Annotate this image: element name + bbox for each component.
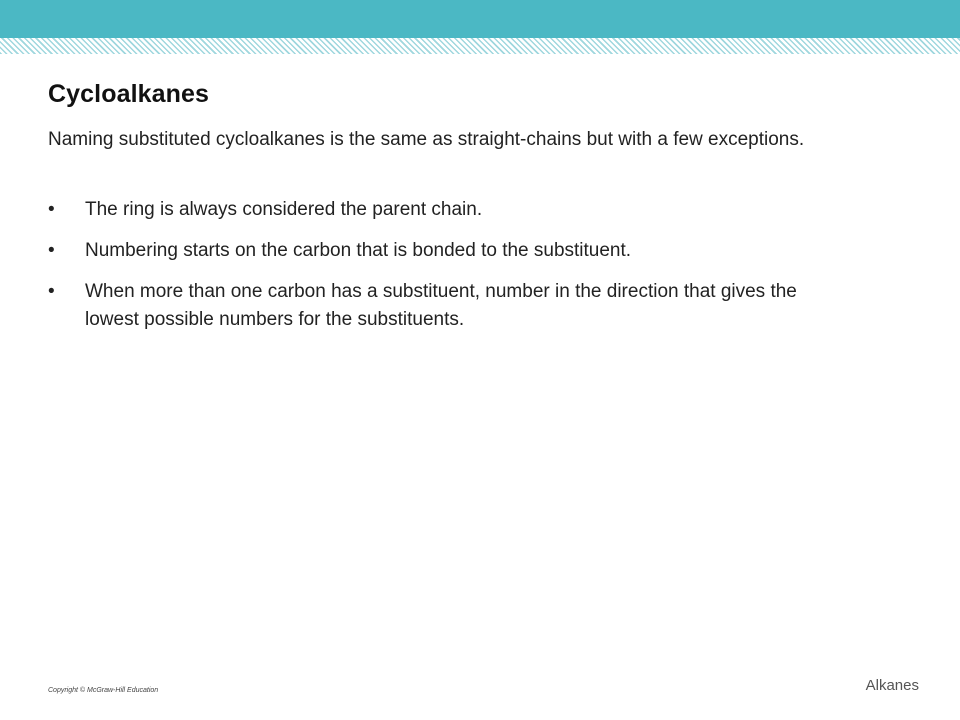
bullet-item: [48, 278, 848, 334]
bullet-text: When more than one carbon has a substituent, number in the direction that gives the lowest possible numbers for the substituents.: [85, 281, 797, 330]
bullet-item: [48, 237, 848, 265]
footer-topic-label: Alkanes: [865, 677, 919, 694]
bullet-list: [48, 196, 848, 347]
bullet-icon: •: [48, 240, 55, 261]
bullet-icon: •: [48, 199, 55, 220]
intro-text: Naming substituted cycloalkanes is the same as straight-chains but with a few exceptions.: [48, 129, 805, 150]
header-hatch-band: [0, 38, 960, 54]
bullet-text: The ring is always considered the parent chain.: [85, 199, 483, 220]
bullet-icon: •: [48, 281, 55, 302]
slide-title: Cycloalkanes: [48, 80, 210, 108]
bullet-text: Numbering starts on the carbon that is bonded to the substituent.: [85, 240, 632, 261]
bullet-item: [48, 196, 848, 224]
header-bar: [0, 0, 960, 38]
copyright-notice: Copyright © McGraw-Hill Education: [48, 687, 159, 694]
